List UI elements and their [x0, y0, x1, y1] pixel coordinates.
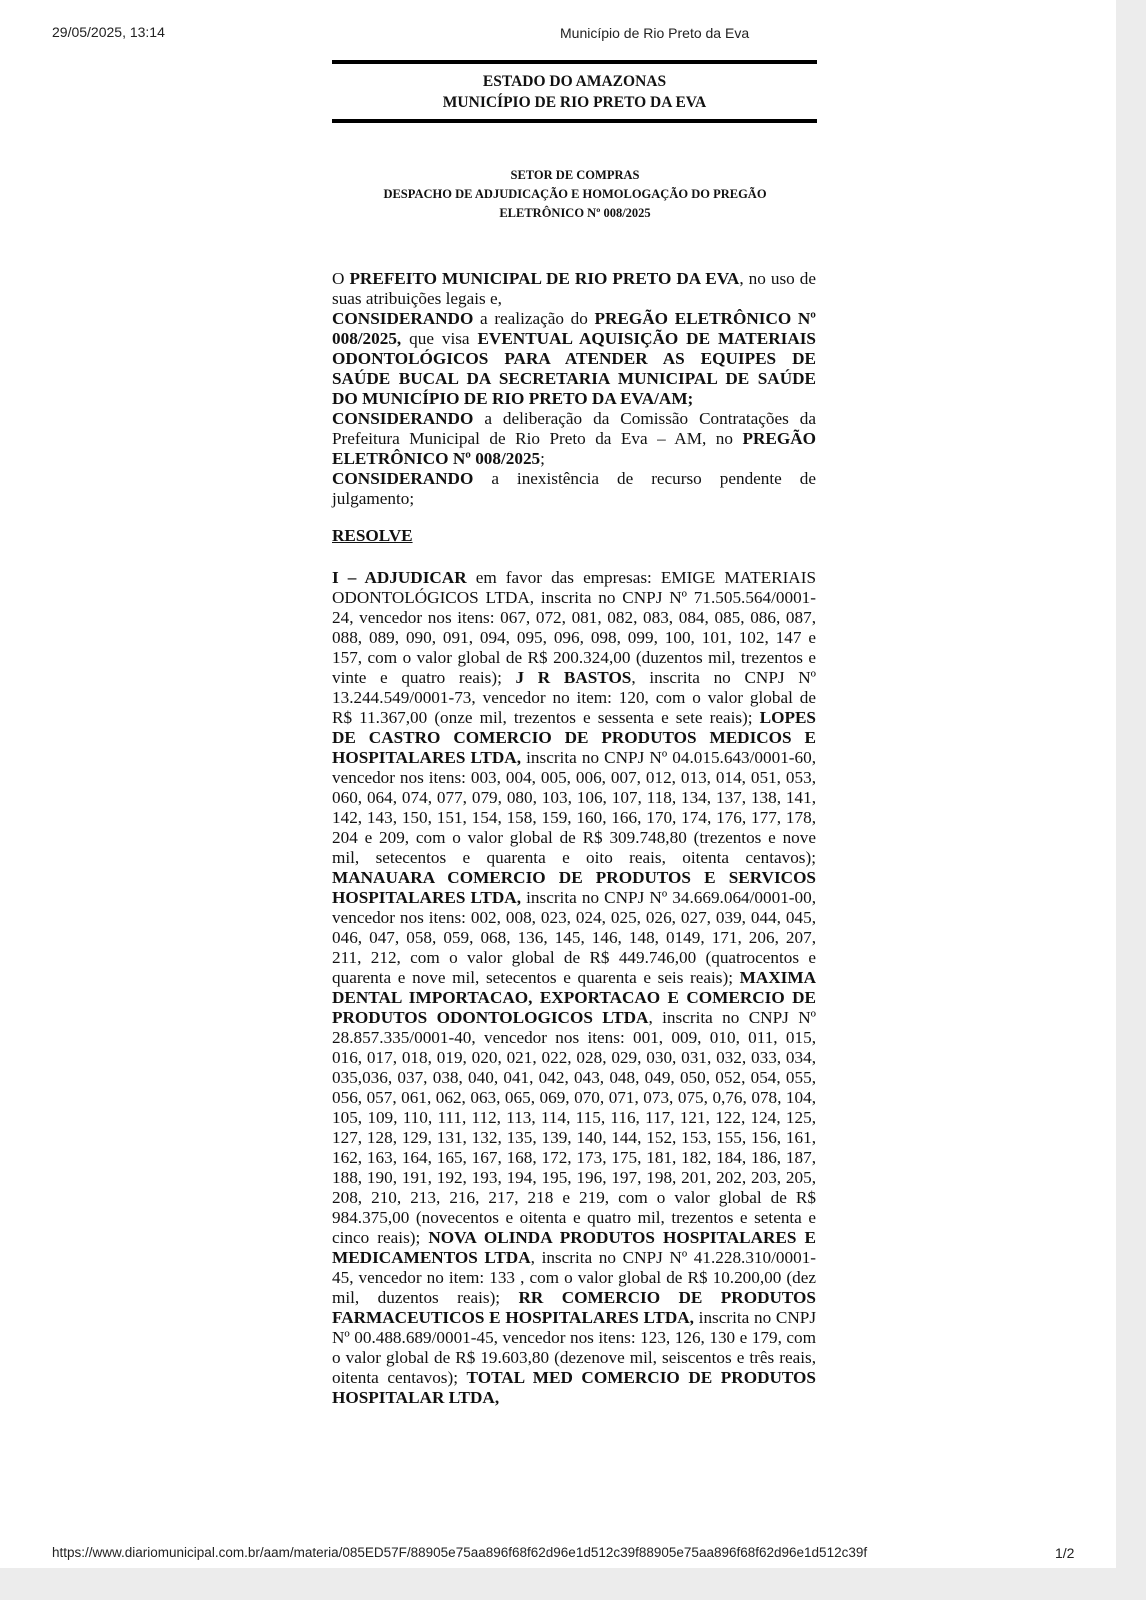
intro-text: O	[332, 269, 350, 288]
company-text: em favor das empresas: EMIGE MATERIAIS ODONTOLÓGICOS LTDA, inscrita no CNPJ Nº 71.505.564/0001-24, vencedor nos itens: 067, 072, 081, 082, 083, 084, 085, 086, 087, 088, 089, 090, 091, 094, 095, 096, 098, 099, 100, 101, 102, 147 e 157, com o valor global de R$ 200.324,00 (duzentos mil, trezentos e vinte e quatro reais);	[332, 568, 816, 687]
considerando-1	[332, 309, 816, 409]
pregao-ref: PREGÃO ELETRÔNICO Nº 008/2025	[332, 429, 816, 468]
considerando-label: CONSIDERANDO	[332, 409, 474, 428]
intro-text-cont: , no uso de suas atribuições legais e,	[332, 269, 816, 308]
considerando-2	[332, 409, 816, 469]
document-banner	[332, 60, 817, 123]
considerando-text: ;	[540, 449, 545, 468]
company-text: inscrita no CNPJ Nº 34.669.064/0001-00, vencedor nos itens: 002, 008, 023, 024, 025, 026, 027, 039, 044, 045, 046, 047, 058, 059, 068, 136, 145, 146, 148, 0149, 171, 206, 207, 211, 212, com o valor global de R$ 449.746,00 (quatrocentos e quarenta e nove mil, setecentos e quarenta e seis reais);	[332, 888, 816, 987]
adjudicar-paragraph	[332, 568, 816, 1408]
company-name: MAXIMA DENTAL IMPORTACAO, EXPORTACAO E COMERCIO DE PRODUTOS ODONTOLOGICOS LTDA	[332, 968, 816, 1027]
considerando-text: a realização do	[473, 309, 595, 328]
company-text: , inscrita no CNPJ Nº 28.857.335/0001-40, vencedor nos itens: 001, 009, 010, 011, 015, 016, 017, 018, 019, 020, 021, 022, 028, 029, 030, 031, 032, 033, 034, 035,036, 037, 038, 040, 041, 042, 043, 048, 049, 050, 052, 054, 055, 056, 057, 061, 062, 063, 065, 069, 070, 071, 073, 075, 0,76, 078, 104, 105, 109, 110, 111, 112, 113, 114, 115, 116, 117, 121, 122, 124, 125, 127, 128, 129, 131, 132, 135, 139, 140, 144, 152, 153, 155, 156, 161, 162, 163, 164, 165, 167, 168, 172, 173, 175, 181, 182, 184, 186, 187, 188, 190, 191, 192, 193, 194, 195, 196, 197, 198, 201, 202, 203, 205, 208, 210, 213, 216, 217, 218 e 219, com o valor global de R$ 984.375,00 (novecentos e oitenta e quatro mil, trezentos e setenta e cinco reais);	[332, 1008, 816, 1247]
company-name: J R BASTOS	[515, 668, 632, 687]
pregao-object: EVENTUAL AQUISIÇÃO DE MATERIAIS ODONTOLÓGICOS PARA ATENDER AS EQUIPES DE SAÚDE BUCAL DA SECRETARIA MUNICIPAL DE SAÚDE DO MUNICÍPIO DE RIO PRETO DA EVA/AM;	[332, 329, 816, 408]
company-name: RR COMERCIO DE PRODUTOS FARMACEUTICOS E HOSPITALARES LTDA,	[332, 1288, 816, 1327]
pregao-ref: PREGÃO ELETRÔNICO Nº 008/2025,	[332, 309, 816, 348]
banner-state: ESTADO DO AMAZONAS	[482, 73, 667, 90]
considerando-label: CONSIDERANDO	[332, 309, 474, 328]
company-name: MANAUARA COMERCIO DE PRODUTOS E SERVICOS HOSPITALARES LTDA,	[332, 868, 816, 907]
company-name: NOVA OLINDA PRODUTOS HOSPITALARES E MEDICAMENTOS LTDA	[332, 1228, 816, 1267]
company-text: , inscrita no CNPJ Nº 13.244.549/0001-73, vencedor no item: 120, com o valor global de R$ 11.367,00 (onze mil, trezentos e sessenta e sete reais);	[332, 668, 816, 727]
considerando-3	[332, 469, 816, 509]
heading-title-line2: ELETRÔNICO Nº 008/2025	[499, 206, 651, 220]
banner-municipality: MUNICÍPIO DE RIO PRETO DA EVA	[442, 94, 707, 111]
considerando-text: que visa	[401, 329, 478, 348]
company-name: LOPES DE CASTRO COMERCIO DE PRODUTOS MEDICOS E HOSPITALARES LTDA,	[332, 708, 816, 767]
considerando-label: CONSIDERANDO	[332, 469, 474, 488]
page-number: 1/2	[1055, 1545, 1075, 1561]
document-body	[332, 269, 816, 1408]
considerando-text: a inexistência de recurso pendente de julgamento;	[332, 469, 816, 508]
company-text: inscrita no CNPJ Nº 04.015.643/0001-60, vencedor nos itens: 003, 004, 005, 006, 007, 012, 013, 014, 051, 053, 060, 064, 074, 077, 079, 080, 103, 106, 107, 118, 134, 137, 138, 141, 142, 143, 150, 151, 154, 158, 159, 160, 166, 170, 174, 176, 177, 178, 204 e 209, com o valor global de R$ 309.748,80 (trezentos e nove mil, setecentos e quarenta e oito reais, oitenta centavos);	[332, 748, 816, 867]
company-name: TOTAL MED COMERCIO DE PRODUTOS HOSPITALAR LTDA,	[332, 1368, 816, 1407]
adjudicar-label: I – ADJUDICAR	[332, 568, 467, 587]
document-heading	[350, 166, 800, 223]
intro-mayor: PREFEITO MUNICIPAL DE RIO PRETO DA EVA	[349, 269, 740, 288]
source-url: https://www.diariomunicipal.com.br/aam/materia/085ED57F/88905e75aa896f68f62d96e1d512c39f88905e75aa896f68f62d96e1d512c39f	[52, 1545, 868, 1560]
print-datetime: 29/05/2025, 13:14	[52, 24, 165, 40]
company-text: , inscrita no CNPJ Nº 41.228.310/0001- 45, vencedor no item: 133 , com o valor global de R$ 10.200,00 (dez mil, duzentos reais);	[332, 1248, 817, 1307]
heading-sector: SETOR DE COMPRAS	[510, 168, 640, 182]
intro-paragraph	[332, 269, 816, 309]
considerando-text: a deliberação da Comissão Contratações da Prefeitura Municipal de Rio Preto da Eva – AM, no	[332, 409, 816, 448]
heading-title-line1: DESPACHO DE ADJUDICAÇÃO E HOMOLOGAÇÃO DO PREGÃO	[383, 187, 767, 201]
print-header-title: Município de Rio Preto da Eva	[560, 25, 750, 41]
resolve-heading: RESOLVE	[332, 526, 413, 545]
company-text: inscrita no CNPJ Nº 00.488.689/0001-45, vencedor nos itens: 123, 126, 130 e 179, com o valor global de R$ 19.603,80 (dezenove mil, seiscentos e três reais, oitenta centavos);	[332, 1308, 817, 1387]
